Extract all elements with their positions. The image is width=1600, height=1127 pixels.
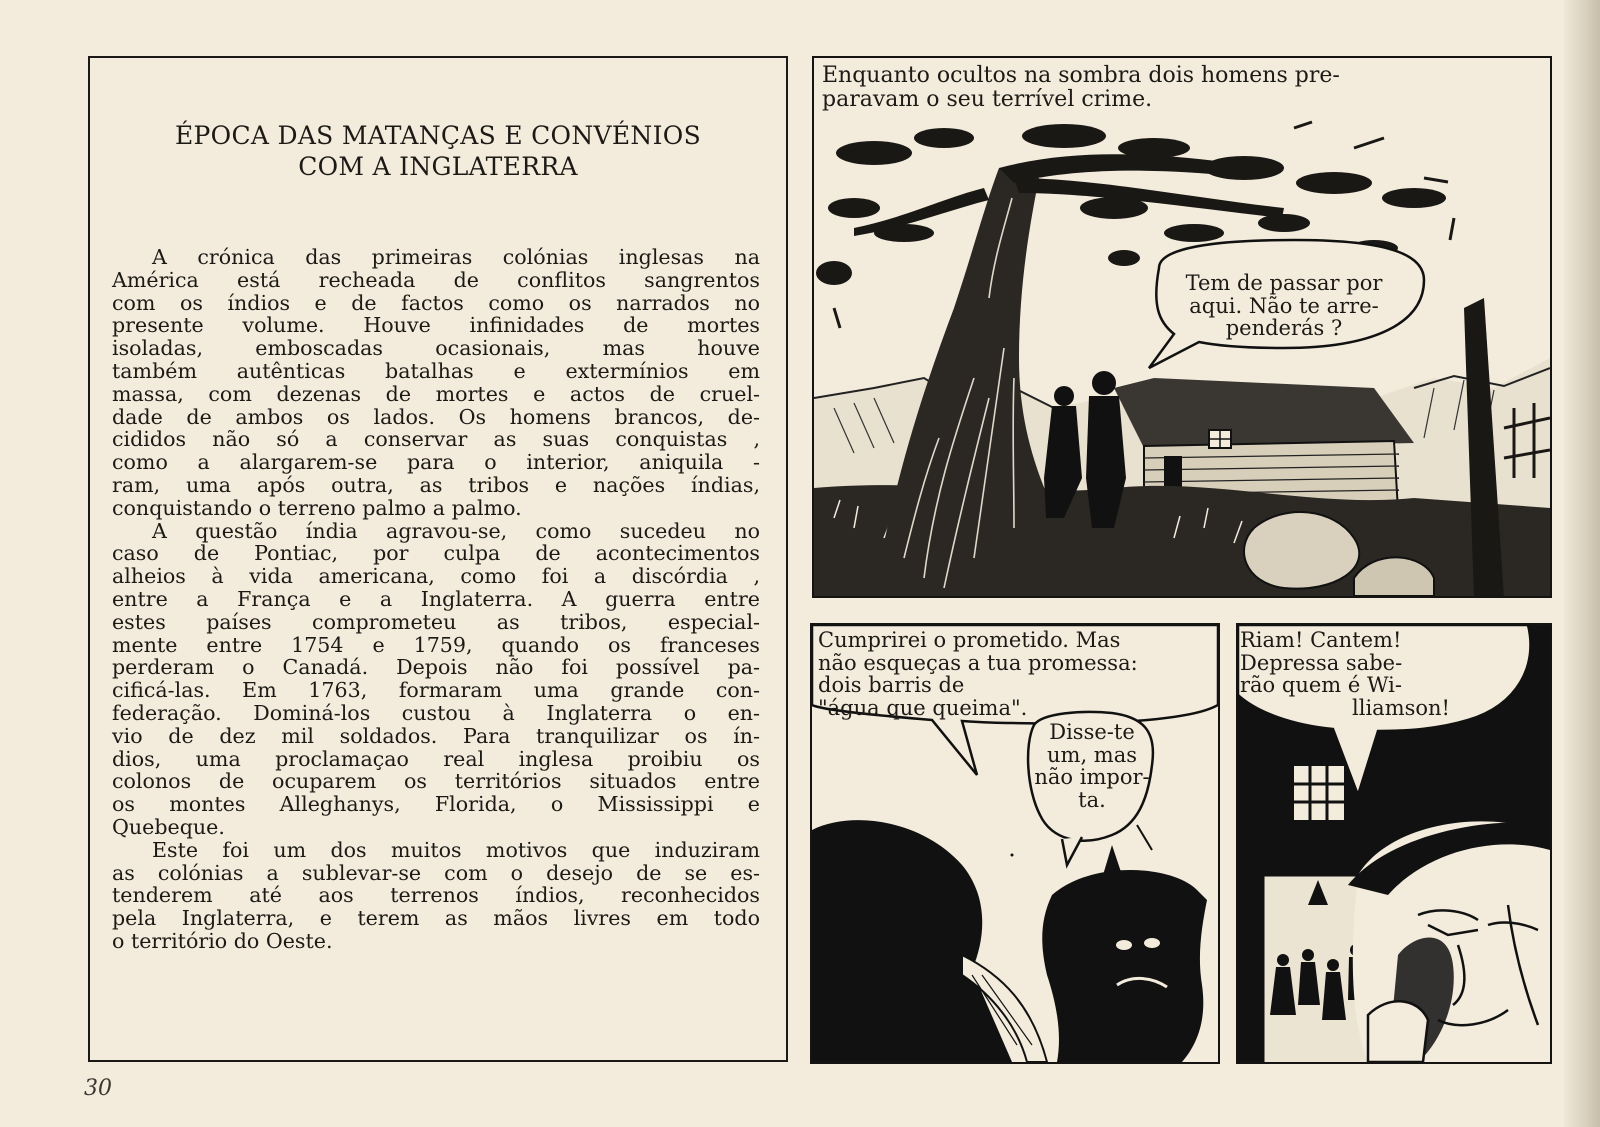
balloon-line: rão quem é Wi-: [1240, 673, 1402, 697]
balloon-line: lliamson!: [1352, 695, 1450, 720]
article-body-line: federação. Dominá-los custou à Inglaterra o en-: [112, 700, 760, 725]
speech-balloon-bottom-right: [1240, 629, 1490, 719]
article-body-line: América está recheada de conflitos sangrentos: [112, 267, 760, 292]
article-body-line: presente volume. Houve infinidades de mortes: [112, 313, 760, 338]
article-body-line: mente entre 1754 e 1759, quando os franceses: [112, 632, 760, 657]
article-body-line: com os índios e de factos como os narrados no: [112, 290, 760, 315]
article-body-line: perderam o Canadá. Depois não foi possível pa-: [112, 655, 760, 680]
balloon-line: Tem de passar por: [1185, 271, 1383, 295]
article-body-line: entre a França e a Inglaterra. A guerra entre: [112, 586, 760, 611]
balloon-line: aqui. Não te arre-: [1189, 293, 1379, 318]
article-body-line: alheios à vida americana, como foi a discórdia ,: [112, 564, 760, 589]
article-body-line: massa, com dezenas de mortes e actos de cruel-: [112, 381, 760, 406]
article-body-line: Quebeque.: [112, 814, 225, 839]
caption-line: paravam o seu terrível crime.: [822, 87, 1153, 112]
article-title-line: COM A INGLATERRA: [298, 152, 578, 181]
article-body-line: cificá-las. Em 1763, formaram uma grande con-: [112, 678, 760, 703]
article-body-line: A questão índia agravou-se, como sucedeu no: [152, 518, 760, 543]
book-spine-shadow: [1564, 0, 1600, 1127]
balloon-line: não esqueças a tua promessa:: [818, 650, 1138, 675]
balloon-line: Depressa sabe-: [1240, 650, 1403, 675]
comic-panel-bottom-left: [810, 623, 1220, 1064]
article-body-line: isoladas, emboscadas ocasionais, mas houve: [112, 336, 760, 361]
speech-balloon-top: [1144, 272, 1424, 340]
balloon-line: Riam! Cantem!: [1240, 628, 1402, 652]
article-body-line: caso de Pontiac, por culpa de acontecimentos: [112, 541, 760, 566]
balloon-line: Cumprirei o prometido. Mas: [818, 628, 1121, 652]
panel-top-caption: [822, 64, 1522, 112]
balloon-line: não impor-: [1034, 765, 1150, 789]
article-body-line: A crónica das primeiras colónias inglesas na: [152, 245, 760, 269]
article-title: [90, 120, 786, 182]
article-body-line: tenderem até aos terrenos índios, reconhecidos: [112, 883, 760, 908]
article-body-line: também autênticas batalhas e extermínios em: [112, 358, 760, 383]
comic-panel-bottom-right: [1236, 623, 1552, 1064]
article-body-line: dade de ambos os lados. Os homens brancos, de-: [112, 404, 760, 429]
balloon-line: penderás ?: [1225, 316, 1343, 340]
page-number: 30: [84, 1076, 112, 1101]
article-body-line: colonos de ocuparem os territórios situados entre: [112, 769, 760, 794]
article-body-line: estes países comprometeu as tribos, especial-: [112, 609, 760, 634]
balloon-line: "água que queima".: [818, 695, 1028, 720]
article-body-line: pela Inglaterra, e terem as mãos livres em todo: [112, 906, 760, 931]
article-body-line: conquistando o terreno palmo a palmo.: [112, 495, 522, 520]
article-body-line: os montes Alleghanys, Florida, o Mississippi e: [112, 792, 760, 817]
article-body-line: ram, uma após outra, as tribos e nações índias,: [112, 472, 760, 497]
article-body-line: Este foi um dos muitos motivos que induziram: [152, 837, 760, 862]
balloon-line: ta.: [1078, 787, 1106, 812]
comic-panel-top: [812, 56, 1552, 598]
balloon-line: um, mas: [1047, 742, 1137, 767]
article-body-line: cididos não só a conservar as suas conquistas ,: [112, 427, 760, 452]
caption-line: Enquanto ocultos na sombra dois homens pre-: [822, 63, 1340, 88]
article-box: [88, 56, 788, 1062]
article-body-line: dios, uma proclamaçao real inglesa proibiu os: [112, 746, 760, 771]
article-body-line: vio de dez mil soldados. Para tranquilizar os ín-: [112, 723, 760, 748]
speech-balloon-bottom-left-2: [1024, 721, 1160, 811]
speech-balloon-bottom-left-1: [818, 629, 1218, 719]
article-body-line: como a alargarem-se para o interior, aniquila -: [112, 450, 760, 475]
article-body: [112, 246, 760, 953]
article-title-line: ÉPOCA DAS MATANÇAS E CONVÉNIOS: [174, 121, 702, 150]
article-body-line: o território do Oeste.: [112, 928, 333, 953]
article-body-line: as colónias a sublevar-se com o desejo de se es-: [112, 860, 760, 885]
balloon-line: Disse-te: [1049, 720, 1135, 744]
balloon-line: dois barris de: [818, 673, 965, 697]
